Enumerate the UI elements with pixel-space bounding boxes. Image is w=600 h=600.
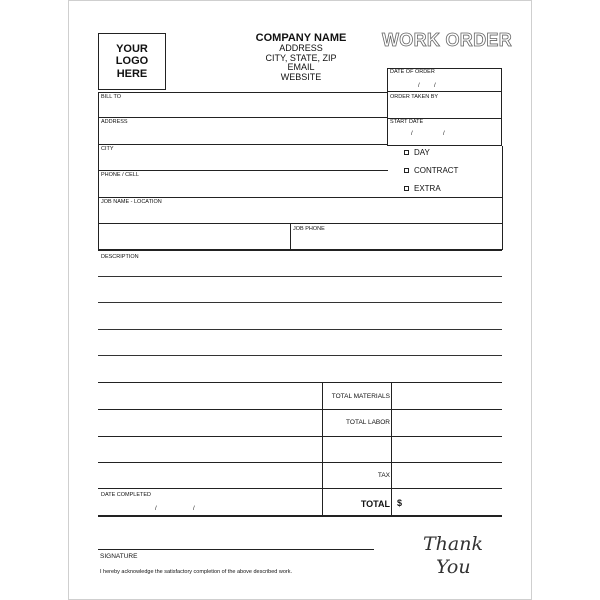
total-labor-field[interactable] bbox=[393, 411, 501, 435]
bill-to-label: BILL TO bbox=[101, 94, 122, 100]
currency-symbol: $ bbox=[397, 498, 403, 508]
date-of-order-label: DATE OF ORDER bbox=[390, 69, 435, 75]
divider bbox=[290, 223, 291, 250]
ruled-line bbox=[98, 355, 502, 356]
tax-label: TAX bbox=[377, 472, 390, 479]
checkbox-icon[interactable] bbox=[404, 150, 409, 155]
job-phone-field[interactable] bbox=[292, 232, 500, 248]
logo-line-1: YOUR bbox=[116, 42, 148, 55]
address-field[interactable] bbox=[100, 125, 386, 143]
job-location-detail-field[interactable] bbox=[100, 225, 288, 248]
company-name: COMPANY NAME bbox=[255, 32, 347, 44]
start-date-label: START DATE bbox=[390, 119, 424, 125]
date-slash: / bbox=[418, 83, 420, 89]
start-date-field[interactable] bbox=[390, 126, 500, 144]
divider bbox=[391, 382, 392, 517]
option-extra[interactable] bbox=[404, 184, 441, 193]
logo-line-2: LOGO bbox=[115, 55, 149, 68]
city-field[interactable] bbox=[100, 152, 386, 169]
option-label: EXTRA bbox=[414, 184, 441, 193]
company-city-state-zip: CITY, STATE, ZIP bbox=[265, 52, 337, 63]
address-label: ADDRESS bbox=[101, 119, 128, 125]
ruled-line bbox=[98, 276, 502, 277]
order-taken-by-field[interactable] bbox=[390, 100, 500, 116]
divider bbox=[98, 515, 502, 517]
tax-field[interactable] bbox=[393, 464, 501, 487]
company-address: ADDRESS bbox=[279, 43, 323, 53]
divider bbox=[98, 92, 99, 250]
thank-text: Thank bbox=[423, 533, 483, 555]
date-slash: / bbox=[411, 131, 413, 137]
description-field[interactable] bbox=[98, 260, 502, 382]
document-title: WORK ORDER bbox=[382, 30, 512, 50]
date-completed-field[interactable] bbox=[100, 498, 320, 514]
divider bbox=[98, 488, 502, 489]
total-materials-label: TOTAL MATERIALS bbox=[331, 393, 390, 400]
line-items-area[interactable] bbox=[100, 384, 320, 488]
checkbox-icon[interactable] bbox=[404, 186, 409, 191]
phone-cell-field[interactable] bbox=[100, 178, 386, 196]
description-label: DESCRIPTION bbox=[101, 254, 139, 260]
job-phone-label: JOB PHONE bbox=[293, 226, 325, 232]
divider bbox=[502, 146, 503, 250]
signature-line bbox=[98, 549, 374, 550]
divider bbox=[98, 170, 388, 171]
company-email: EMAIL bbox=[287, 62, 315, 73]
order-taken-by-label: ORDER TAKEN BY bbox=[390, 94, 439, 100]
date-completed-label: DATE COMPLETED bbox=[101, 492, 152, 498]
option-label: CONTRACT bbox=[414, 166, 459, 175]
total-field[interactable] bbox=[406, 490, 501, 514]
divider bbox=[98, 92, 388, 93]
job-name-location-label: JOB NAME - LOCATION bbox=[101, 199, 162, 205]
option-day[interactable] bbox=[404, 148, 430, 157]
divider bbox=[98, 117, 388, 118]
total-materials-field[interactable] bbox=[393, 384, 501, 408]
divider bbox=[98, 144, 388, 145]
you-text: You bbox=[436, 556, 471, 578]
signature-label: SIGNATURE bbox=[100, 553, 138, 560]
ruled-line bbox=[98, 329, 502, 330]
total-labor-label: TOTAL LABOR bbox=[346, 419, 390, 426]
total-label: TOTAL bbox=[360, 499, 390, 509]
option-contract[interactable] bbox=[404, 166, 458, 175]
acknowledgement-text: I hereby acknowledge the satisfactory completion of the above described work. bbox=[100, 569, 292, 575]
logo-placeholder bbox=[98, 33, 166, 90]
ruled-line bbox=[98, 302, 502, 303]
date-slash: / bbox=[193, 506, 195, 512]
date-slash: / bbox=[443, 131, 445, 137]
date-slash: / bbox=[155, 506, 157, 512]
divider bbox=[98, 223, 502, 224]
signature-field[interactable] bbox=[100, 530, 372, 548]
company-block bbox=[226, 32, 376, 82]
divider bbox=[98, 382, 502, 383]
option-label: DAY bbox=[414, 148, 430, 157]
divider bbox=[322, 382, 323, 517]
divider bbox=[98, 249, 502, 251]
city-label: CITY bbox=[101, 146, 114, 152]
company-website: WEBSITE bbox=[280, 71, 322, 82]
date-slash: / bbox=[434, 83, 436, 89]
checkbox-icon[interactable] bbox=[404, 168, 409, 173]
job-name-location-field[interactable] bbox=[100, 205, 500, 222]
phone-cell-label: PHONE / CELL bbox=[101, 172, 139, 178]
bill-to-field[interactable] bbox=[100, 100, 386, 116]
divider bbox=[98, 197, 502, 198]
logo-line-3: HERE bbox=[116, 67, 148, 80]
